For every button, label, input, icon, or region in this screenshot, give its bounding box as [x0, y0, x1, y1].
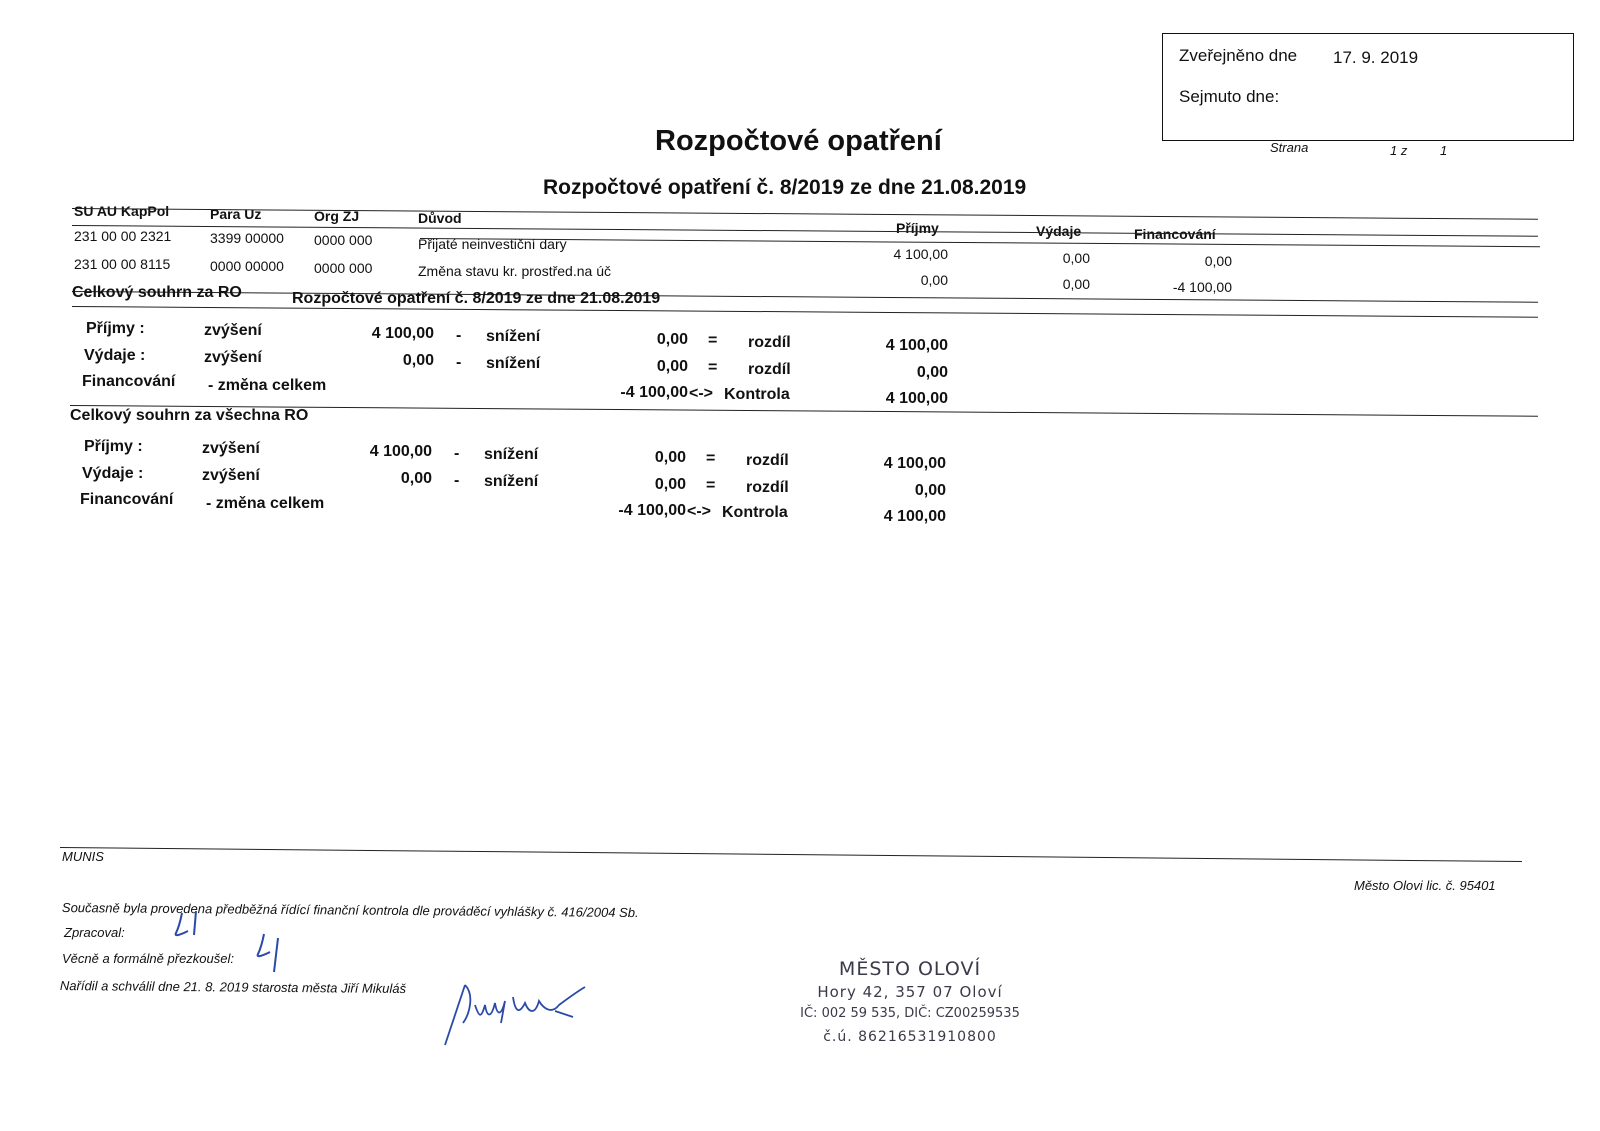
- removed-label: Sejmuto dne:: [1179, 87, 1280, 106]
- label: - změna celkem: [208, 377, 327, 394]
- value: 4 100,00: [883, 455, 946, 472]
- value: 4 100,00: [369, 443, 432, 460]
- label: rozdíl: [746, 452, 789, 469]
- row-prijmy: 4 100,00: [893, 246, 948, 262]
- label: Financování: [80, 491, 174, 508]
- published-label: Zveřejněno dne: [1179, 46, 1298, 65]
- row-prijmy: 0,00: [920, 272, 948, 288]
- published-date: 17. 9. 2019: [1333, 48, 1419, 67]
- label: Kontrola: [724, 386, 790, 403]
- value: 0,00: [656, 331, 688, 348]
- label: snížení: [486, 328, 541, 345]
- label: snížení: [486, 355, 541, 372]
- page-label: Strana: [1270, 140, 1309, 155]
- label: Příjmy :: [86, 320, 145, 337]
- label: - změna celkem: [206, 495, 325, 512]
- col-duvod: Důvod: [418, 210, 462, 226]
- summary-ro-heading-ref: Rozpočtové opatření č. 8/2019 ze dne 21.08.2019: [292, 290, 661, 307]
- operator: =: [706, 450, 716, 467]
- value: -4 100,00: [618, 502, 686, 519]
- value: 0,00: [654, 476, 686, 493]
- value: 4 100,00: [883, 508, 946, 525]
- header-top-rule: [72, 208, 1538, 220]
- label: rozdíl: [746, 479, 789, 496]
- label: Financování: [82, 373, 176, 390]
- label: rozdíl: [748, 334, 791, 351]
- label: Výdaje :: [82, 465, 144, 482]
- operator: =: [708, 359, 718, 376]
- control-note: Současně byla provedena předběžná řídící finanční kontrola dle prováděcí vyhlášky č. 416/2004 Sb.: [61, 900, 639, 921]
- value: 0,00: [916, 364, 948, 381]
- row-divider: [420, 238, 1540, 247]
- operator: =: [708, 332, 718, 349]
- page-of: 1 z: [1390, 143, 1408, 158]
- value: 0,00: [654, 449, 686, 466]
- label: zvýšení: [202, 467, 260, 484]
- value: -4 100,00: [620, 384, 688, 401]
- label: zvýšení: [204, 349, 262, 366]
- footer-rule: [60, 847, 1522, 862]
- stamp-line4: č.ú. 86216531910800: [823, 1029, 997, 1045]
- page-total: 1: [1440, 143, 1448, 158]
- value: 4 100,00: [371, 325, 434, 342]
- row-para-uz: 0000 00000: [210, 258, 284, 274]
- row-duvod: Přijaté neinvestiční dary: [418, 236, 567, 252]
- value: 0,00: [402, 352, 434, 369]
- operator: =: [706, 477, 716, 494]
- page-title: Rozpočtové opatření: [655, 125, 942, 157]
- value: 0,00: [914, 482, 946, 499]
- label: Příjmy :: [84, 438, 143, 455]
- operator: -: [456, 327, 462, 344]
- stamp-line3: IČ: 002 59 535, DIČ: CZ00259535: [800, 1006, 1020, 1021]
- operator: <->: [687, 503, 712, 520]
- col-prijmy: Příjmy: [896, 220, 939, 236]
- label: zvýšení: [204, 322, 262, 339]
- reviewed-by-label: Věcně a formálně přezkoušel:: [62, 951, 234, 966]
- label: snížení: [484, 473, 539, 490]
- signature-reviewed: [240, 928, 300, 988]
- label: zvýšení: [202, 440, 260, 457]
- row-duvod: Změna stavu kr. prostřed.na úč: [418, 263, 611, 279]
- stamp-line1: MĚSTO OLOVÍ: [838, 958, 982, 980]
- operator: <->: [689, 385, 714, 402]
- row-org-zj: 0000 000: [314, 260, 373, 276]
- value: 4 100,00: [885, 337, 948, 354]
- signature-mayor: [435, 975, 605, 1050]
- label: Výdaje :: [84, 347, 146, 364]
- row-para-uz: 3399 00000: [210, 230, 284, 246]
- row-financovani: 0,00: [1204, 253, 1232, 269]
- row-su: 231 00 00 2321: [74, 228, 172, 244]
- col-financovani: Financování: [1134, 226, 1216, 242]
- summary-ro-bottom-rule: [72, 306, 1538, 318]
- summary-all-heading: Celkový souhrn za všechna RO: [70, 407, 309, 424]
- approved-by-label: Nařídil a schválil dne 21. 8. 2019 starosta města Jiří Mikuláš: [59, 978, 407, 997]
- col-para-uz: Para Uz: [210, 206, 262, 222]
- summary-ro-heading: Celkový souhrn za RO: [72, 284, 242, 301]
- header-bottom-rule: [72, 225, 1538, 237]
- munis-label: MUNIS: [62, 849, 104, 864]
- col-su-au-kappol: SU AU KapPol: [74, 203, 170, 219]
- operator: -: [454, 472, 460, 489]
- label: rozdíl: [748, 361, 791, 378]
- col-org-zj: Org ZJ: [314, 208, 360, 224]
- operator: -: [454, 445, 460, 462]
- row-vydaje: 0,00: [1062, 250, 1090, 266]
- value: 4 100,00: [885, 390, 948, 407]
- operator: -: [456, 354, 462, 371]
- processed-by-label: Zpracoval:: [64, 925, 125, 940]
- col-vydaje: Výdaje: [1036, 223, 1082, 239]
- license-label: Město Olovi lic. č. 95401: [1354, 878, 1496, 893]
- row-vydaje: 0,00: [1062, 276, 1090, 292]
- label: Kontrola: [722, 504, 788, 521]
- label: snížení: [484, 446, 539, 463]
- value: 0,00: [400, 470, 432, 487]
- stamp-line2: Hory 42, 357 07 Oloví: [817, 983, 1003, 1001]
- page-subtitle: Rozpočtové opatření č. 8/2019 ze dne 21.08.2019: [543, 176, 1027, 199]
- row-financovani: -4 100,00: [1172, 279, 1232, 295]
- publication-box: [1162, 33, 1574, 141]
- row-su: 231 00 00 8115: [74, 256, 171, 272]
- value: 0,00: [656, 358, 688, 375]
- row-org-zj: 0000 000: [314, 232, 373, 248]
